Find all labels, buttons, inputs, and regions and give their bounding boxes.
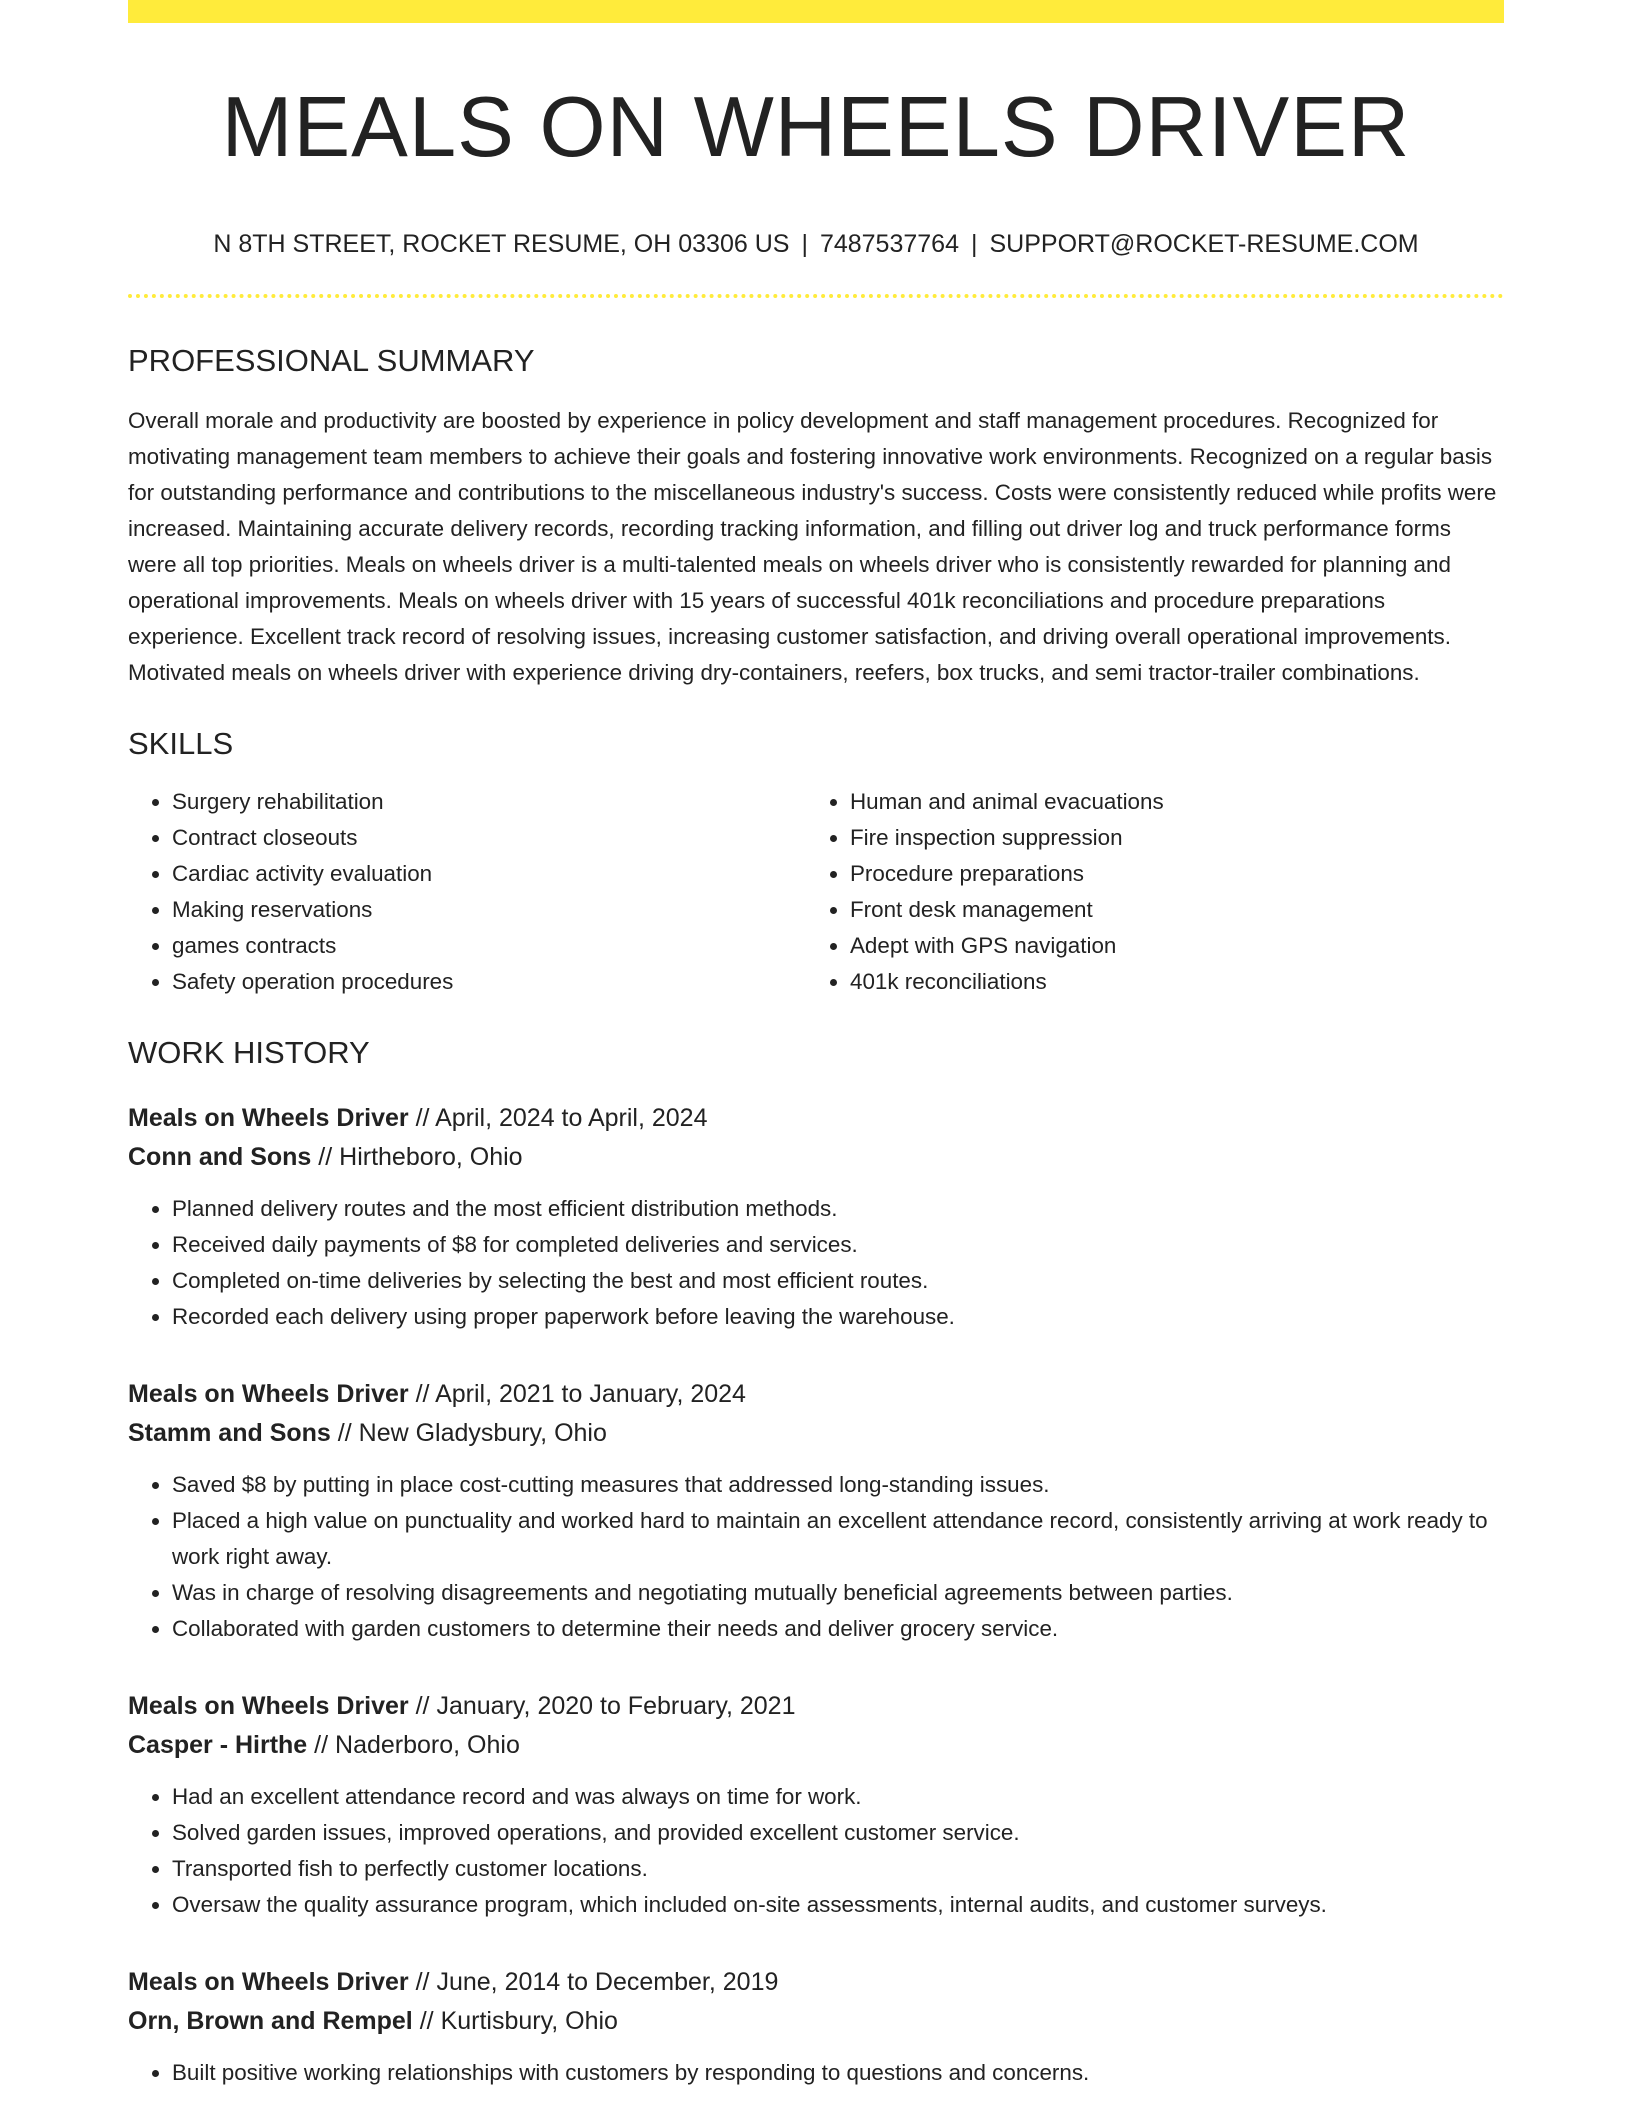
skills-heading: SKILLS — [128, 725, 234, 761]
skill-item: • Human and animal evacuations — [850, 784, 1484, 820]
job-bullets — [128, 1191, 1504, 1335]
skill-item: • Making reservations — [172, 892, 806, 928]
job-company-line — [128, 2002, 1504, 2041]
summary-heading: PROFESSIONAL SUMMARY — [128, 342, 535, 378]
job-entry — [128, 1687, 1504, 1923]
resume-content — [128, 23, 1504, 2091]
job-dates: April, 2024 to April, 2024 — [435, 1104, 708, 1133]
delimiter: // — [314, 1731, 329, 1760]
delimiter: // — [415, 1380, 430, 1409]
job-location: Naderboro, Ohio — [335, 1731, 520, 1760]
job-location: New Gladysbury, Ohio — [358, 1419, 607, 1448]
job-title-line — [128, 1099, 1504, 1138]
job-company-line — [128, 1726, 1504, 1765]
job-bullet: • Collaborated with garden customers to determine their needs and deliver grocery service. — [172, 1611, 1504, 1647]
job-bullet: • Placed a high value on punctuality and worked hard to maintain an excellent attendance record, consistently arriving at work ready to work right away. — [172, 1503, 1504, 1575]
job-title-line — [128, 1375, 1504, 1414]
job-bullets — [128, 1467, 1504, 1647]
skill-item: • Contract closeouts — [172, 820, 806, 856]
job-bullet: • Transported fish to perfectly customer locations. — [172, 1851, 1504, 1887]
skill-item: • Adept with GPS navigation — [850, 928, 1484, 964]
candidate-name: MEALS ON WHEELS DRIVER — [221, 80, 1411, 175]
delimiter: // — [419, 2007, 434, 2036]
delimiter: // — [337, 1419, 352, 1448]
job-bullet: • Received daily payments of $8 for completed deliveries and services. — [172, 1227, 1504, 1263]
job-title: Meals on Wheels Driver — [128, 1968, 409, 1997]
job-bullets — [128, 1779, 1504, 1923]
summary-text: Overall morale and productivity are boosted by experience in policy development and staff management procedures. Recognized for motivating management team members to achieve their goals and fostering innovative work environments. Recognized on a regular basis for outstanding performance and contributions to the miscellaneous industry's success. Costs were consistently reduced while profits were increased. Maintaining accurate delivery records, recording tracking information, and filling out driver log and truck performance forms were all top priorities. Meals on wheels driver is a multi-talented meals on wheels driver who is consistently rewarded for planning and operational improvements. Meals on wheels driver with 15 years of successful 401k reconciliations and procedure preparations experience. Excellent track record of resolving issues, increasing customer satisfaction, and driving overall operational improvements. Motivated meals on wheels driver with experience driving dry-containers, reefers, box trucks, and semi tractor-trailer combinations. — [128, 407, 1497, 685]
job-company: Orn, Brown and Rempel — [128, 2007, 413, 2036]
job-bullet: • Oversaw the quality assurance program, which included on-site assessments, internal audits, and customer surveys. — [172, 1887, 1504, 1923]
job-title: Meals on Wheels Driver — [128, 1104, 409, 1133]
job-company-line — [128, 1414, 1504, 1453]
skill-item: • Surgery rehabilitation — [172, 784, 806, 820]
skill-item: • Procedure preparations — [850, 856, 1484, 892]
skill-item: • 401k reconciliations — [850, 964, 1484, 1000]
contact-phone: 7487537764 — [819, 229, 959, 258]
delimiter: // — [415, 1104, 430, 1133]
dotted-divider — [128, 294, 1504, 298]
skill-item: • Cardiac activity evaluation — [172, 856, 806, 892]
accent-bar — [128, 0, 1504, 23]
job-company-line — [128, 1138, 1504, 1177]
skills-column-left — [128, 784, 806, 1000]
contact-line — [128, 229, 1504, 259]
delimiter: // — [318, 1143, 333, 1172]
delimiter: // — [415, 1692, 430, 1721]
job-location: Kurtisbury, Ohio — [440, 2007, 618, 2036]
job-bullet: • Planned delivery routes and the most efficient distribution methods. — [172, 1191, 1504, 1227]
job-company: Casper - Hirthe — [128, 1731, 308, 1760]
job-bullet: • Built positive working relationships with customers by responding to questions and concerns. — [172, 2055, 1504, 2091]
skill-item: • games contracts — [172, 928, 806, 964]
job-bullet: • Was in charge of resolving disagreements and negotiating mutually beneficial agreements between parties. — [172, 1575, 1504, 1611]
job-bullet: • Had an excellent attendance record and was always on time for work. — [172, 1779, 1504, 1815]
skills-grid — [128, 784, 1504, 1000]
skill-item: • Front desk management — [850, 892, 1484, 928]
skill-item: • Fire inspection suppression — [850, 820, 1484, 856]
skill-item: • Safety operation procedures — [172, 964, 806, 1000]
delimiter: // — [415, 1968, 430, 1997]
work-history-heading: WORK HISTORY — [128, 1034, 370, 1070]
job-company: Stamm and Sons — [128, 1419, 331, 1448]
job-title: Meals on Wheels Driver — [128, 1380, 409, 1409]
job-dates: April, 2021 to January, 2024 — [435, 1380, 746, 1409]
skills-column-right — [806, 784, 1484, 1000]
job-title-line — [128, 1687, 1504, 1726]
contact-separator: | — [970, 229, 978, 258]
job-dates: June, 2014 to December, 2019 — [436, 1968, 779, 1997]
job-bullets — [128, 2055, 1504, 2091]
job-company: Conn and Sons — [128, 1143, 312, 1172]
job-bullet: • Recorded each delivery using proper paperwork before leaving the warehouse. — [172, 1299, 1504, 1335]
contact-separator: | — [801, 229, 808, 258]
job-dates: January, 2020 to February, 2021 — [436, 1692, 796, 1721]
job-bullet: • Completed on-time deliveries by selecting the best and most efficient routes. — [172, 1263, 1504, 1299]
job-entry — [128, 1375, 1504, 1647]
job-location: Hirtheboro, Ohio — [339, 1143, 523, 1172]
contact-address: N 8TH STREET, ROCKET RESUME, OH 03306 US — [213, 229, 790, 258]
job-bullet: • Saved $8 by putting in place cost-cutting measures that addressed long-standing issues. — [172, 1467, 1504, 1503]
job-entry — [128, 1099, 1504, 1335]
job-bullet: • Solved garden issues, improved operations, and provided excellent customer service. — [172, 1815, 1504, 1851]
job-entry — [128, 1963, 1504, 2091]
job-title-line — [128, 1963, 1504, 2002]
contact-email: SUPPORT@ROCKET-RESUME.COM — [989, 229, 1419, 258]
job-title: Meals on Wheels Driver — [128, 1692, 409, 1721]
